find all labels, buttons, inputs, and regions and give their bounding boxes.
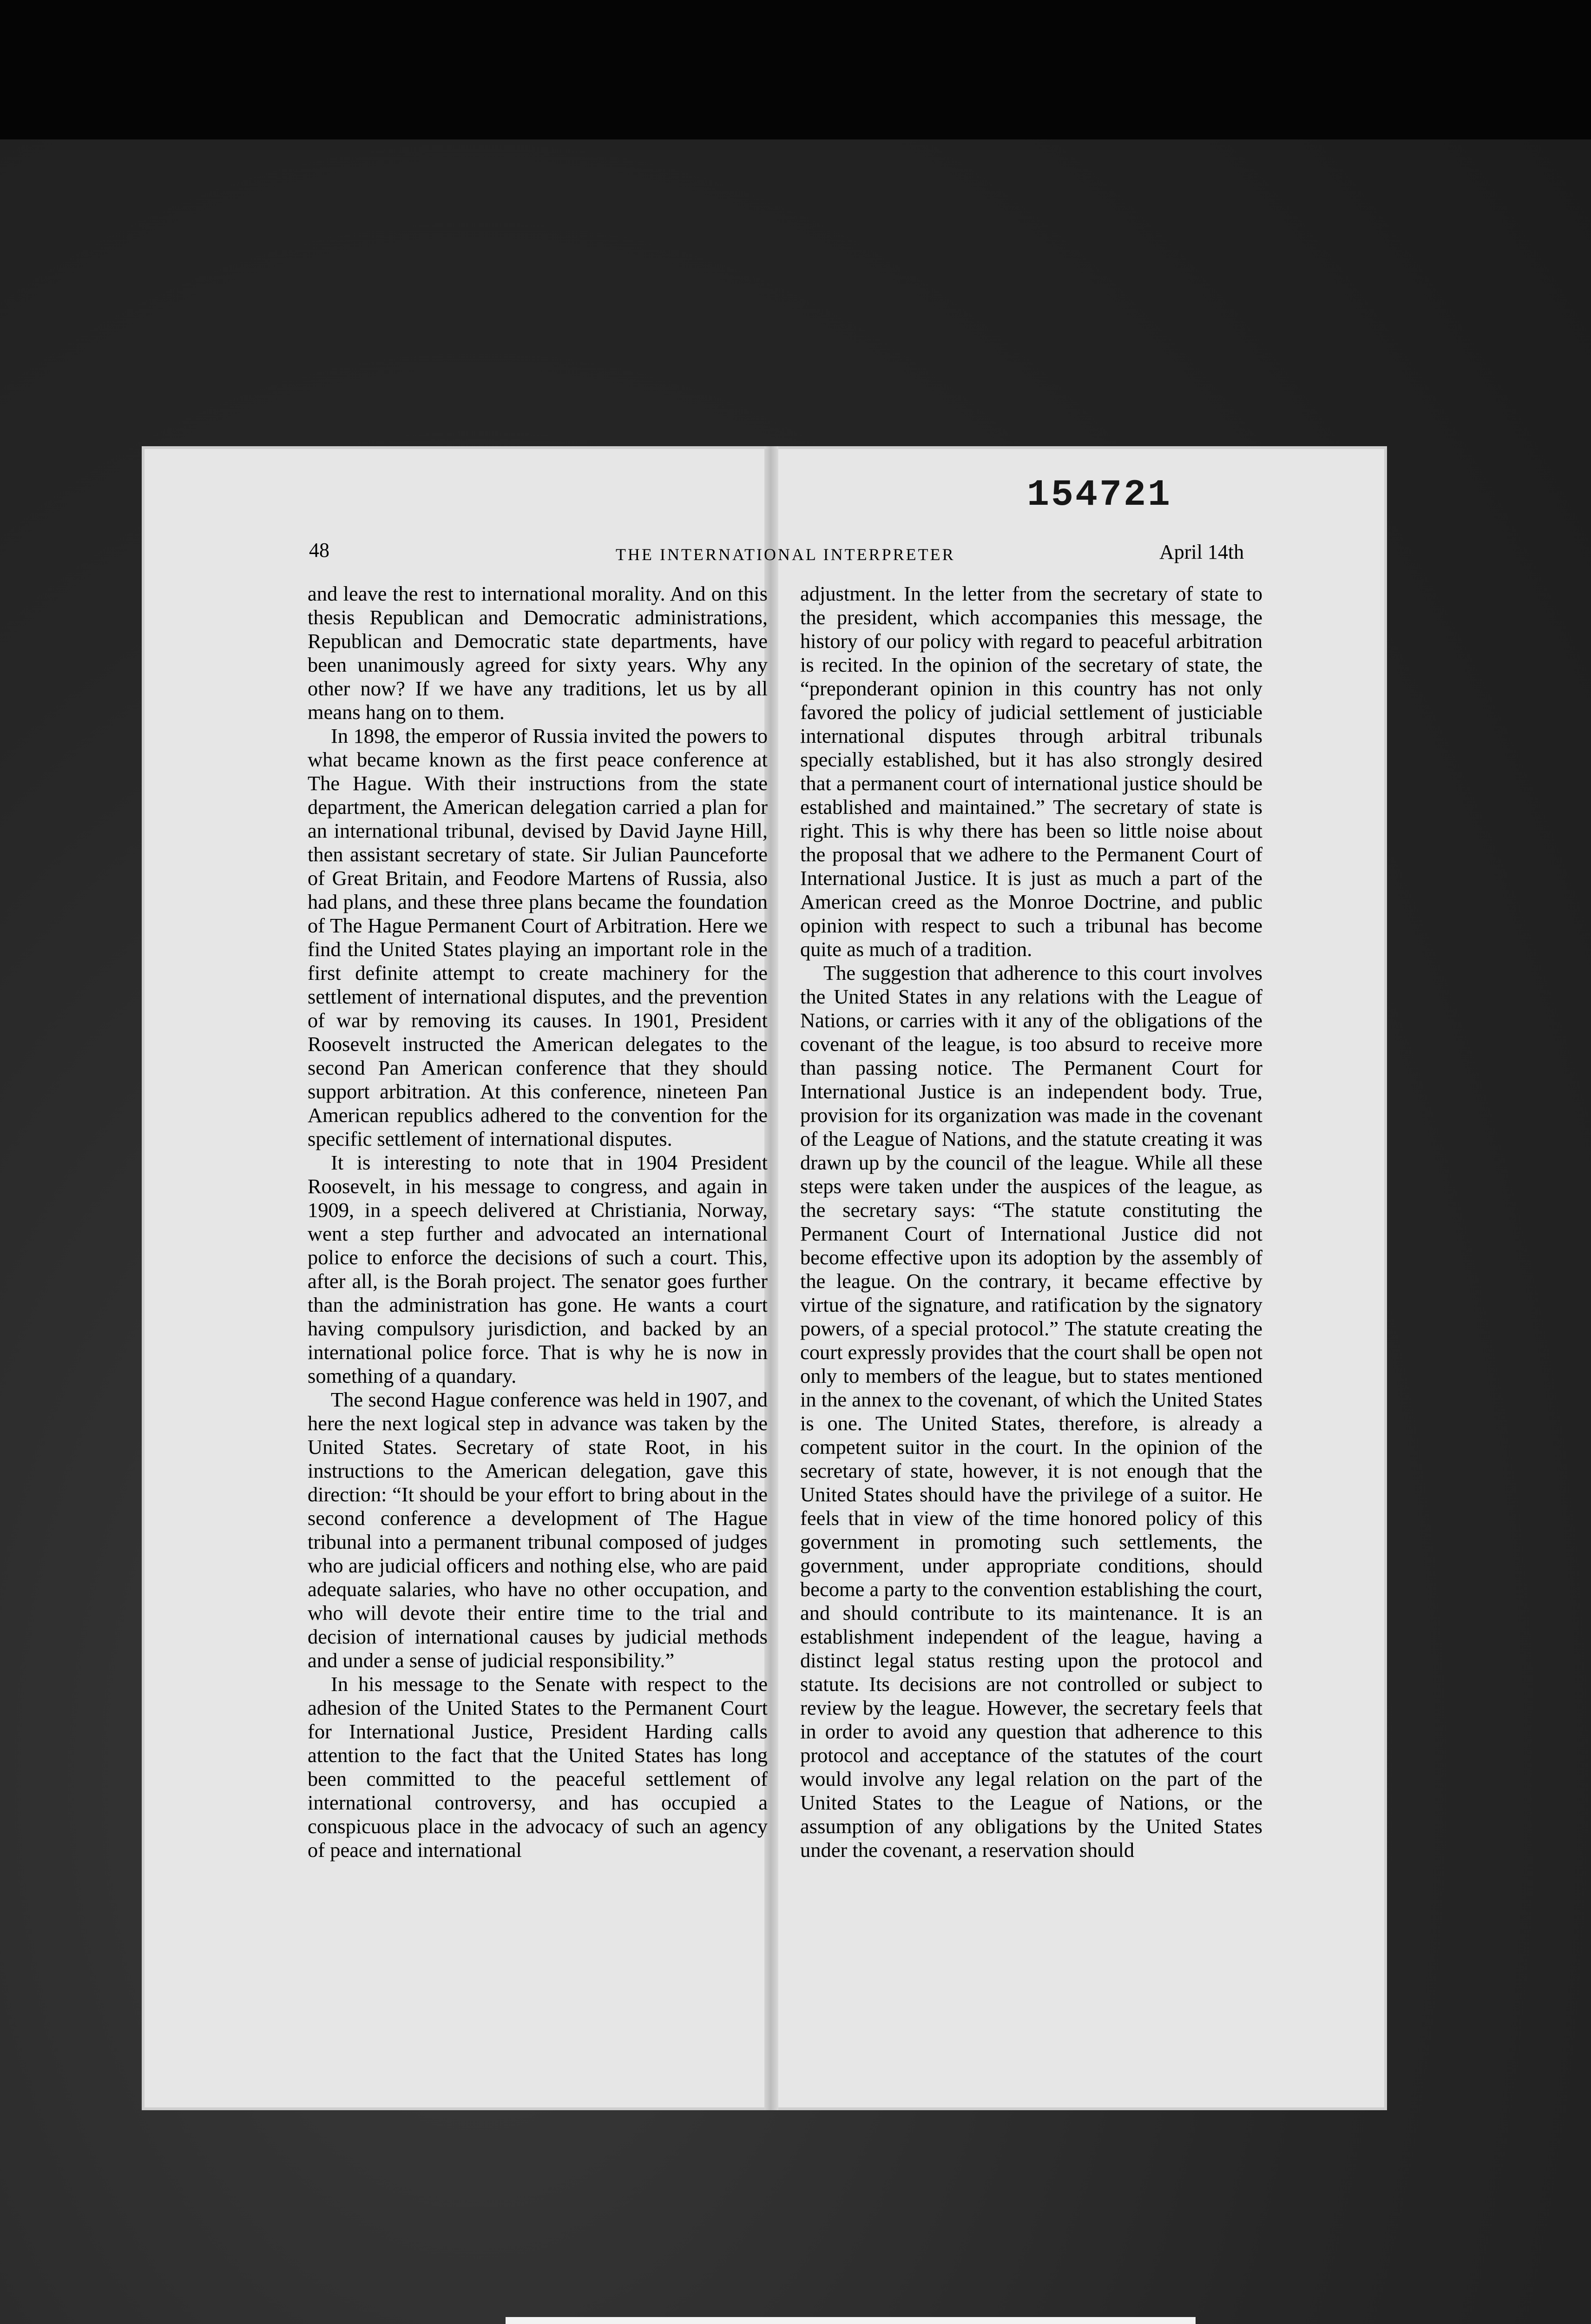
paragraph: In his message to the Senate with respect to the adhesion of the United States to the Permanent Court for International Justice, President Harding calls attention to the fact that the United States has long been committed to the peaceful settlement of international controversy, and has occupied a conspicuous place in the advocacy of such an agency of peace and international (308, 1672, 768, 1862)
paragraph: The second Hague conference was held in 1907, and here the next logical step in advance was taken by the United States. Secretary of state Root, in his instructions to the American delegation, gave this direction: “It should be your effort to bring about in the second conference a development of The Hague tribunal into a permanent tribunal composed of judges who are judicial officers and nothing else, who are paid adequate salaries, who have no other occupation, and who will devote their entire time to the trial and decision of international causes by judicial methods and under a sense of judicial responsibility.” (308, 1388, 768, 1672)
running-date: April 14th (1159, 541, 1244, 563)
page-number: 48 (309, 539, 329, 561)
running-title: THE INTERNATIONAL INTERPRETER (616, 545, 955, 564)
text-column-right (800, 582, 1262, 1862)
paragraph: It is interesting to note that in 1904 President Roosevelt, in his message to congress, and again in 1909, in a speech delivered at Christiania, Norway, went a step further and advocated an international police to enforce the decisions of such a court. This, after all, is the Borah project. The senator goes further than the administration has gone. He wants a court having compulsory jurisdiction, and backed by an international police force. That is why he is now in something of a quandary. (308, 1151, 768, 1387)
paragraph: In 1898, the emperor of Russia invited the powers to what became known as the first peace conference at The Hague. With their instructions from the state department, the American delegation carried a plan for an international tribunal, devised by David Jayne Hill, then assistant secretary of state. Sir Julian Paunceforte of Great Britain, and Feodore Martens of Russia, also had plans, and these three plans became the foundation of The Hague Permanent Court of Arbitration. Here we find the United States playing an important role in the first definite attempt to create machinery for the settlement of international disputes, and the prevention of war by removing its causes. In 1901, President Roosevelt instructed the American delegates to the second Pan American conference that they should support arbitration. At this conference, nineteen Pan American republics adhered to the convention for the specific settlement of international disputes. (308, 724, 768, 1150)
collection-label (506, 2317, 1196, 2324)
scan-top-band (0, 0, 1591, 139)
stamped-document-number: 154721 (1027, 474, 1172, 516)
text-column-left (308, 582, 768, 1862)
paragraph: and leave the rest to international morality. And on this thesis Republican and Democratic administrations, Republican and Democratic state departments, have been unanimously agreed for sixty years. Why any other now? If we have any traditions, let us by all means hang on to them. (308, 582, 768, 724)
paragraph: The suggestion that adherence to this court involves the United States in any relations with the League of Nations, or carries with it any of the obligations of the covenant of the league, is too absurd to receive more than passing notice. The Permanent Court for International Justice is an independent body. True, provision for its organization was made in the covenant of the League of Nations, and the statute creating it was drawn up by the council of the league. While all these steps were taken under the auspices of the league, as the secretary says: “The statute constituting the Permanent Court of International Justice did not become effective upon its adoption by the assembly of the league. On the contrary, it became effective by virtue of the signature, and ratification by the signatory powers, of a special protocol.” The statute creating the court expressly provides that the court shall be open not only to members of the league, but to states mentioned in the annex to the covenant, of which the United States is one. The United States, therefore, is already a competent suitor in the court. In the opinion of the secretary of state, however, it is not enough that the United States should have the privilege of a suitor. He feels that in view of the time honored policy of this government in promoting such settlements, the government, under appropriate conditions, should become a party to the convention establishing the court, and should contribute to its maintenance. It is an establishment independent of the league, having a distinct legal status resting upon the protocol and statute. Its decisions are not controlled or subject to review by the league. However, the secretary feels that in order to avoid any question that adherence to this protocol and acceptance of the statutes of the court would involve any legal relation on the part of the United States to the League of Nations, or the assumption of any obligations by the United States under the covenant, a reservation should (800, 961, 1262, 1862)
paragraph: adjustment. In the letter from the secretary of state to the president, which accompanies this message, the history of our policy with regard to peaceful arbitration is recited. In the opinion of the secretary of state, the “preponderant opinion in this country has not only favored the policy of judicial settlement of justiciable international disputes through arbitral tribunals specially established, but it has also strongly desired that a permanent court of international justice should be established and maintained.” The secretary of state is right. This is why there has been so little noise about the proposal that we adhere to the Permanent Court of International Justice. It is just as much a part of the American creed as the Monroe Doctrine, and public opinion with respect to such a tribunal has become quite as much of a tradition. (800, 582, 1262, 961)
